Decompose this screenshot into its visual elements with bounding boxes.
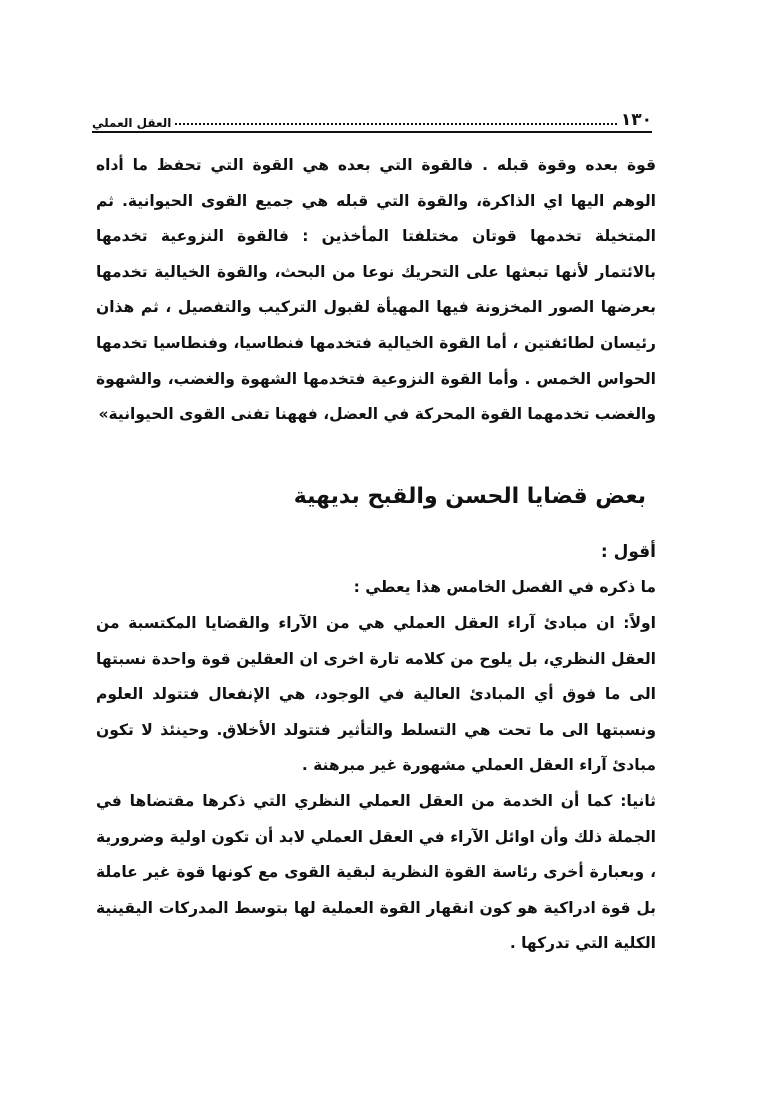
header-dot-leader xyxy=(175,123,616,125)
label-first: اولاً: xyxy=(623,613,656,632)
page-body xyxy=(96,148,656,962)
first-text: ان مبادئ آراء العقل العملي هي من الآراء والقضايا المكتسبة من العقل النظري، بل يلوح من كلامه تارة اخرى ان العقلين قوة واحدة نسبتها الى ما فوق أي المبادئ العالية في الوجود، هي الإنفعال فتتولد العلوم ونسبتها الى ما تحت هي التسلط والتأثير فتتولد الأخلاق. وحينئذ لا تكون مبادئ آراء العقل العملي مشهورة غير مبرهنة . xyxy=(96,613,656,775)
running-title: العقل العملي xyxy=(92,116,172,130)
label-second: ثانيا: xyxy=(620,791,656,810)
label-aqulu: أقول : xyxy=(600,541,656,562)
second-text: كما أن الخدمة من العقل العملي النظري التي ذكرها مقتضاها في الجملة ذلك وأن اوائل الآراء في العقل العملي لابد أن تكون اولية وضرورية ، وبعبارة أخرى رئاسة القوة النظرية لبقية القوى مع كونها قوة غير عاملة بل قوة ادراكية هو كون انقهار القوة العملية لها بتوسط المدركات اليقينية الكلية التي تدركها . xyxy=(96,791,656,953)
paragraph-quote: قوة بعده وقوة قبله . فالقوة التي بعده هي القوة التي تحفظ ما أداه الوهم اليها اي الذاكرة، والقوة التي قبله هي جميع القوى الحيوانية. ثم المتخيلة تخدمها قوتان مختلفتا المأخذين : فالقوة النزوعية تخدمها بالائتمار لأنها تبعثها على التحريك نوعا من البحث، والقوة الخيالية تخدمها بعرضها الصور المخزونة فيها المهيأة لقبول التركيب والتفصيل ، ثم هذان رئيسان لطائفتين ، أما القوة الخيالية فتخدمها فنطاسيا، وفنطاسيا تخدمها الحواس الخمس . وأما القوة النزوعية فتخدمها الشهوة والغضب، والشهوة والغضب تخدمهما القوة المحركة في العضل، فههنا تفنى القوى الحيوانية» xyxy=(96,156,656,424)
page-header xyxy=(92,96,652,130)
page-number: ١٣٠ xyxy=(620,110,652,130)
paragraph-second xyxy=(96,784,656,962)
paragraph-intro: ما ذكره في الفصل الخامس هذا يعطي : xyxy=(353,578,656,597)
aqulu-label xyxy=(96,535,656,571)
header-rule xyxy=(92,131,652,133)
paragraph-first xyxy=(96,606,656,784)
section-heading: بعض قضايا الحسن والقبح بديهية xyxy=(293,483,646,509)
